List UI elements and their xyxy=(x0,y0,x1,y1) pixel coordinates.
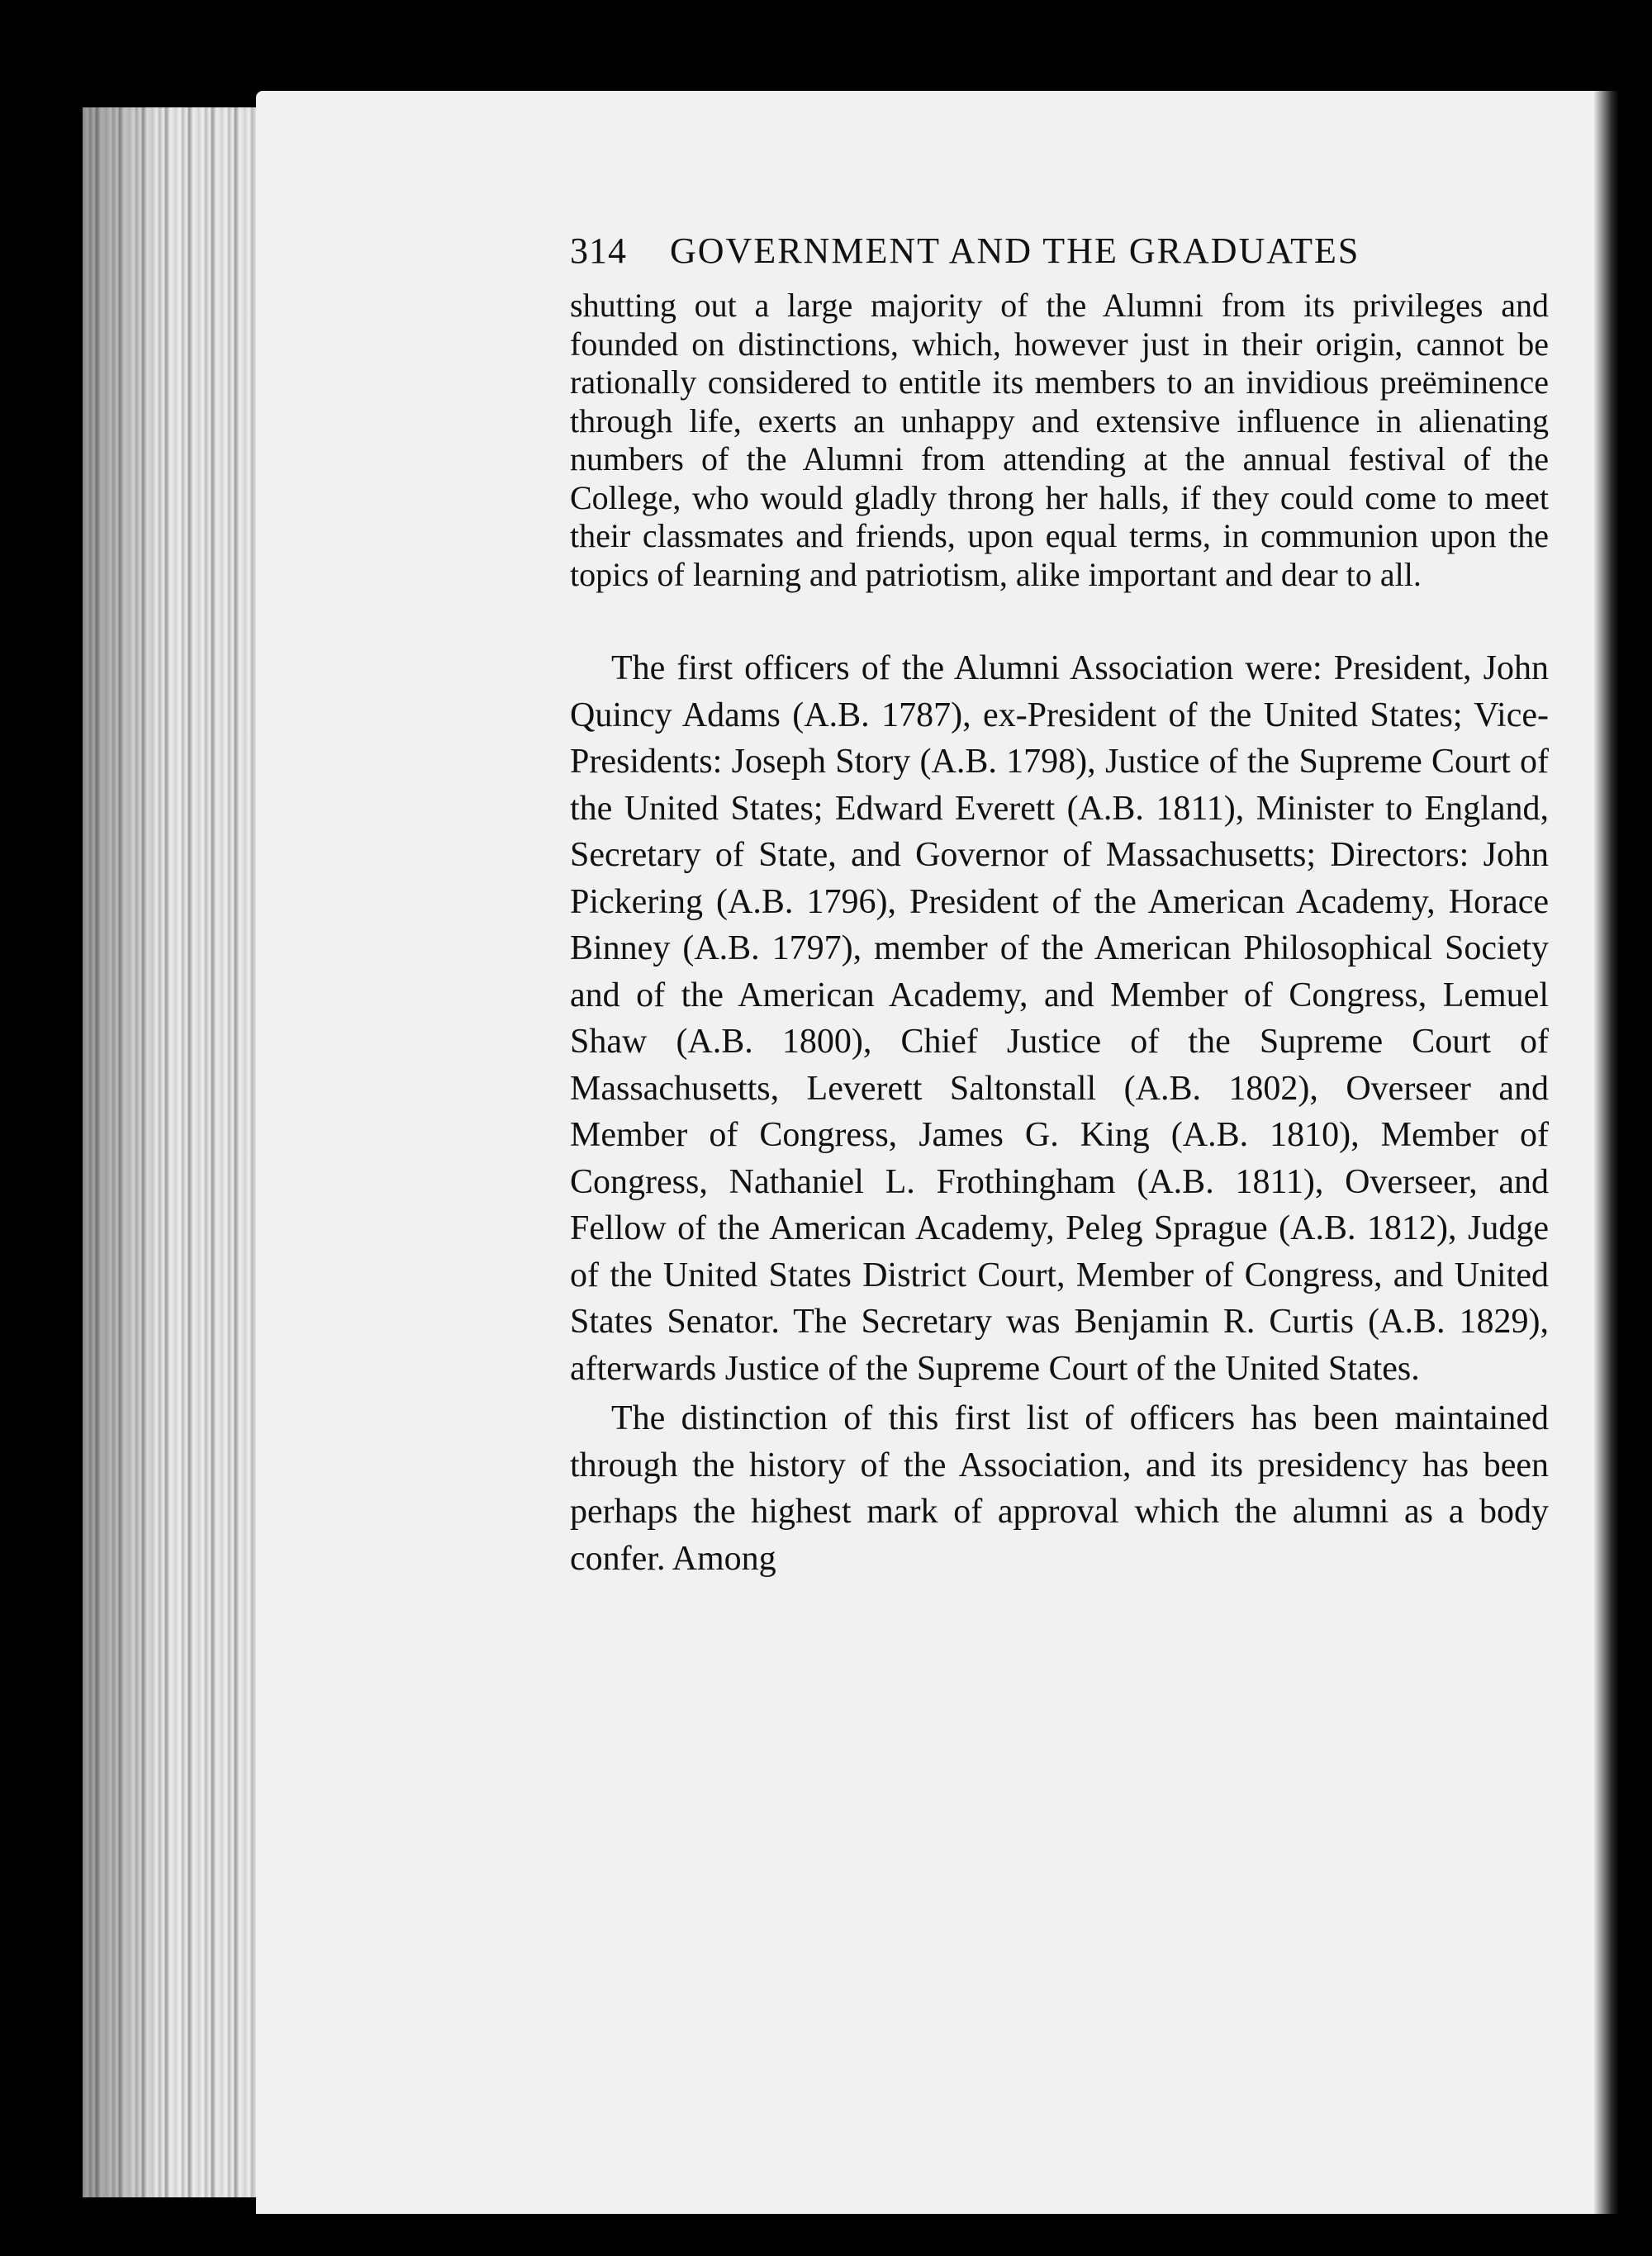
paragraph-distinction: The distinction of this first list of officers has been maintained through the history of the Association, and its presidency has been perhaps the highest mark of approval which the alumni as a body confer. Among xyxy=(570,1399,1549,1578)
running-head xyxy=(570,230,1549,272)
paragraph-continuation: shutting out a large majority of the Alumni from its privileges and founded on distinctions, which, however just in their origin, cannot be rationally considered to entitle its members to an invidious preëminence through life, exerts an unhappy and extensive influence in alienating numbers of the Alumni from attending at the annual festival of the College, who would gladly throng her halls, if they could come to meet their classmates and friends, upon equal terms, in communion upon the topics of learning and patriotism, alike important and dear to all. xyxy=(570,287,1549,593)
running-head-title: GOVERNMENT AND THE GRADUATES xyxy=(670,230,1360,271)
page-text-block xyxy=(570,230,1549,1582)
page-number: 314 xyxy=(570,230,627,271)
paragraph-first-officers: The first officers of the Alumni Association were: President, John Quincy Adams (A.B. 1787), ex-President of the United States; Vice-Presidents: Joseph Story (A.B. 1798), Justice of the Supreme Court of the United States; Edward Everett (A.B. 1811), Minister to England, Secretary of State, and Governor of Massachusetts; Directors: John Pickering (A.B. 1796), President of the American Academy, Horace Binney (A.B. 1797), member of the American Philosophical Society and of the American Academy, and Member of Congress, Lemuel Shaw (A.B. 1800), Chief Justice of the Supreme Court of Massachusetts, Leverett Saltonstall (A.B. 1802), Overseer and Member of Congress, James G. King (A.B. 1810), Member of Congress, Nathaniel L. Frothingham (A.B. 1811), Overseer, and Fellow of the American Academy, Peleg Sprague (A.B. 1812), Judge of the United States District Court, Member of Congress, and United States Senator. The Secretary was Benjamin R. Curtis (A.B. 1829), afterwards Justice of the Supreme Court of the United States. xyxy=(570,649,1549,1388)
page-right-edge xyxy=(1594,91,1619,2214)
